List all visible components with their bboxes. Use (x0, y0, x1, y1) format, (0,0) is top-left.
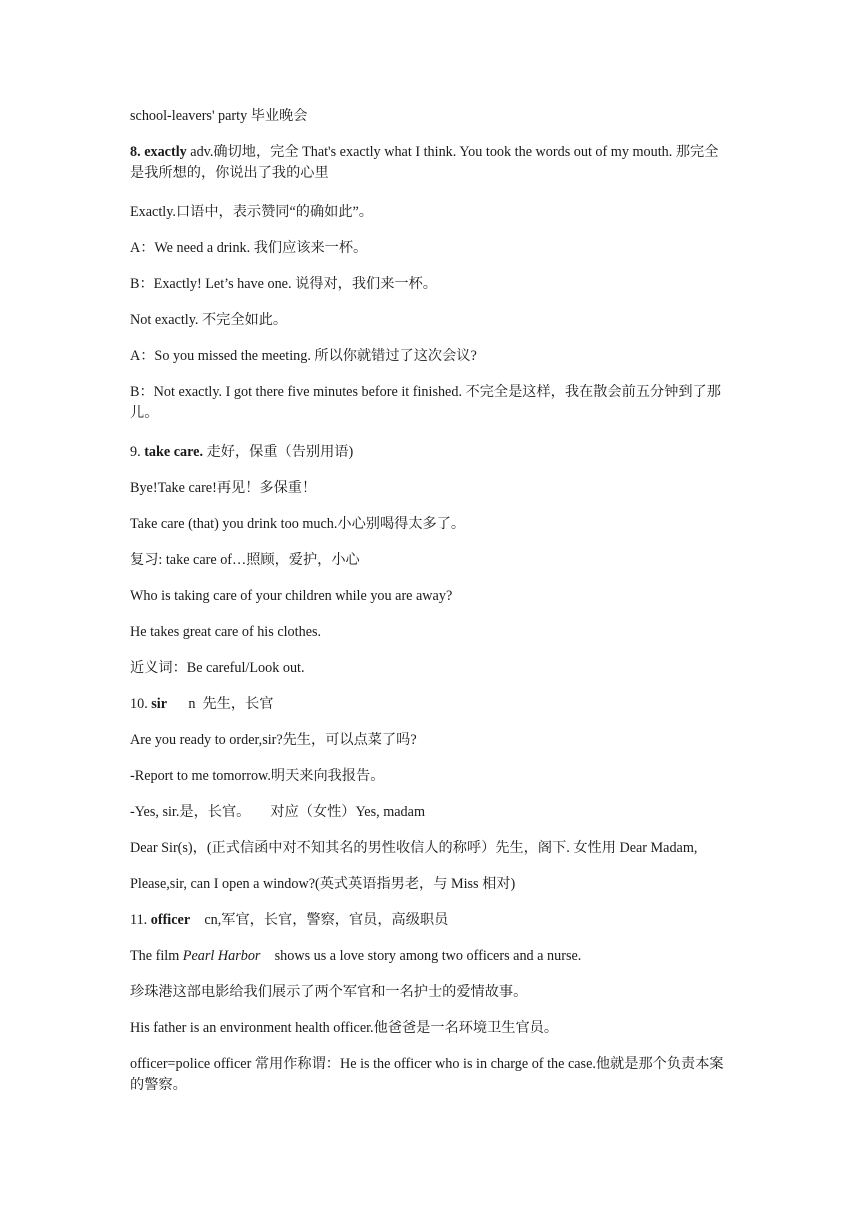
line-order-sir: Are you ready to order,sir?先生，可以点菜了吗? (130, 732, 417, 748)
entry-number: 9. (130, 444, 145, 460)
entry-number: 11. (130, 912, 151, 928)
line-police-officer: officer=police officer 常用作称谓：He is the officer who is in charge of the case.他就是那个负责本案的警察。 (130, 1056, 724, 1093)
line-yes-sir (130, 802, 732, 823)
entry-heading: officer (150, 912, 191, 928)
line-dialog-b2: B：Not exactly. I got there five minutes before it finished. 不完全是这样，我在散会前五分钟到了那儿。 (130, 384, 721, 421)
line-dialog-b1: B：Exactly! Let’s have one. 说得对，我们来一杯。 (130, 276, 437, 292)
line-children-example: Who is taking care of your children while you are away? (130, 588, 453, 604)
line-clothes-example: He takes great care of his clothes. (130, 624, 322, 640)
line-not-exactly: Not exactly. 不完全如此。 (130, 312, 288, 328)
entry-heading: take care. (144, 444, 204, 460)
line-dialog-a1: A：We need a drink. 我们应该来一杯。 (130, 240, 368, 256)
line-synonyms: 近义词：Be careful/Look out. (130, 660, 305, 676)
entry-definition: n 先生，长官 (167, 696, 274, 712)
entry-sir (130, 694, 732, 715)
line-school-leavers: school-leavers' party 毕业晚会 (130, 108, 308, 124)
line-pearl-harbor-translation: 珍珠港这部电影给我们展示了两个军官和一名护士的爱情故事。 (130, 984, 528, 1000)
entry-heading: 8. exactly (130, 144, 187, 160)
line-exactly-usage: Exactly.口语中，表示赞同“的确如此”。 (130, 204, 373, 220)
phrase-yes-sir: -Yes, sir.是，长官。 (130, 804, 251, 820)
line-pearl-harbor (130, 946, 732, 967)
sentence-end: shows us a love story among two officers and a nurse. (260, 948, 582, 964)
line-open-window: Please,sir, can I open a window?(英式英语指男老，与 Miss 相对) (130, 876, 516, 892)
entry-number: 10. (130, 696, 152, 712)
entry-definition: cn,军官，长官，警察，官员，高级职员 (190, 912, 449, 928)
line-dialog-a2: A：So you missed the meeting. 所以你就错过了这次会议? (130, 348, 477, 364)
line-bye-take-care: Bye!Take care!再见！多保重！ (130, 480, 317, 496)
entry-take-care (130, 442, 732, 463)
sentence-start: The film (130, 948, 183, 964)
line-review-take-care-of: 复习: take care of…照顾，爱护，小心 (130, 552, 360, 568)
entry-officer (130, 910, 732, 931)
entry-definition: adv.确切地，完全 That's exactly what I think. You took the words out of my mouth. 那完全是我所想的，你说出了我的心里 (130, 144, 719, 181)
phrase-yes-madam: 对应（女性）Yes, madam (270, 804, 425, 820)
line-health-officer: His father is an environment health officer.他爸爸是一名环境卫生官员。 (130, 1020, 559, 1036)
line-dear-sirs: Dear Sir(s)，(正式信函中对不知其名的男性收信人的称呼）先生，阁下. 女性用 Dear Madam, (130, 840, 698, 856)
line-report-tomorrow: -Report to me tomorrow.明天来向我报告。 (130, 768, 385, 784)
entry-exactly (130, 142, 732, 184)
entry-heading: sir (151, 696, 168, 712)
entry-definition: 走好，保重（告别用语) (203, 444, 354, 460)
line-take-care-drink: Take care (that) you drink too much.小心别喝得太多了。 (130, 516, 466, 532)
film-title: Pearl Harbor (182, 948, 261, 964)
